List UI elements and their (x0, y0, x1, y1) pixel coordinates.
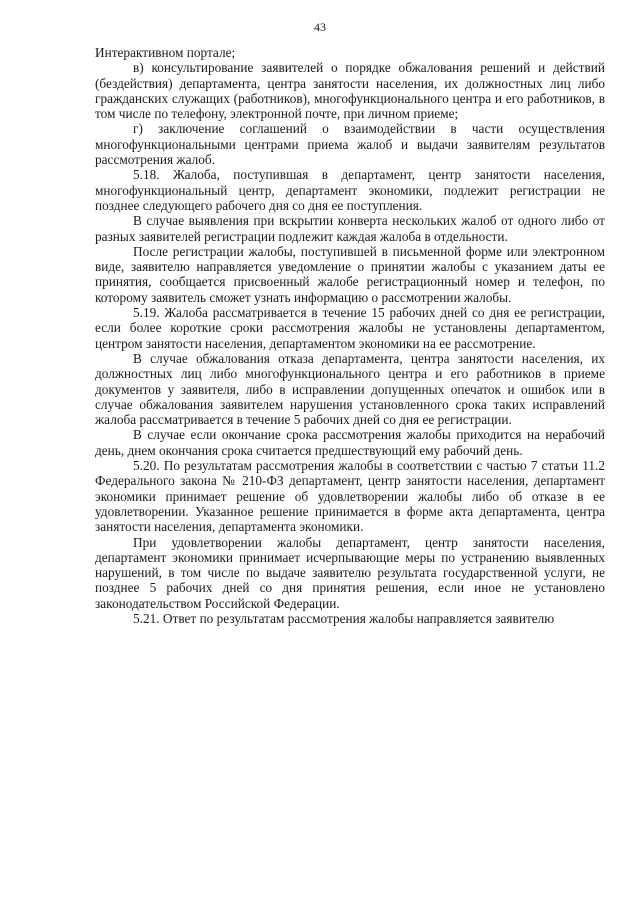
paragraph-satisfaction: При удовлетворении жалобы департамент, центр занятости населения, департамент экономики принимает исчерпывающие меры по устранению выявленных нарушений, в том числе по выдаче заявителю результата государственной услуги, не позднее 5 рабочих дней со дня принятия решения, если иное не установлено законодательством Российской Федерации. (95, 534, 605, 611)
paragraph-item-g: г) заключение соглашений о взаимодействии в части осуществления многофункциональными центрами приема жалоб и выдачи заявителям результатов рассмотрения жалоб. (95, 121, 605, 168)
paragraph-continuation: Интерактивном портале; (95, 45, 236, 60)
paragraph-multiple-complaints: В случае выявления при вскрытии конверта нескольких жалоб от одного либо от разных заявителей регистрации подлежит каждая жалоба в отдельности. (95, 213, 605, 244)
paragraph-5-19: 5.19. Жалоба рассматривается в течение 15 рабочих дней со дня ее регистрации, если более короткие сроки рассмотрения жалобы не установлены департаментом, центром занятости населения, департаментом экономики на ее рассмотрение. (95, 305, 605, 351)
paragraph-item-v: в) консультирование заявителей о порядке обжалования решений и действий (бездействия) департамента, центра занятости населения, их должностных лиц либо гражданских служащих (работников), многофункционального центра и его работников, в том числе по телефону, электронной почте, при личном приеме; (95, 60, 605, 122)
paragraph-5-18: 5.18. Жалоба, поступившая в департамент, центр занятости населения, многофункциональный центр, департамент экономики, подлежит регистрации не позднее следующего рабочего дня со дня ее поступления. (95, 167, 605, 213)
paragraph-after-registration: После регистрации жалобы, поступившей в письменной форме или электронном виде, заявителю направляется уведомление о принятии жалобы с указанием даты ее принятия, сообщается присвоенный жалобе регистрационный номер и телефон, по которому заявитель сможет узнать информацию о рассмотрении жалобы. (95, 243, 605, 305)
paragraph-5-20: 5.20. По результатам рассмотрения жалобы в соответствии с частью 7 статьи 11.2 Федерального закона № 210-ФЗ департамент, центр занятости населения, департамент экономики принимает решение об удовлетворении жалобы либо об отказе в ее удовлетворении. Указанное решение принимается в форме акта департамента, центра занятости населения, департамента экономики. (95, 458, 605, 535)
page-number: 43 (314, 20, 326, 34)
paragraph-nonworking-day: В случае если окончание срока рассмотрения жалобы приходится на нерабочий день, днем окончания срока считается предшествующий ему рабочий день. (95, 427, 605, 458)
document-body (95, 45, 605, 626)
paragraph-5-21: 5.21. Ответ по результатам рассмотрения жалобы направляется заявителю (133, 610, 555, 626)
paragraph-refusal-appeal: В случае обжалования отказа департамента, центра занятости населения, их должностных лиц либо многофункционального центра и его работников в приеме документов у заявителя, либо в исправлении допущенных опечаток и ошибок или в случае обжалования заявителем нарушения установленного срока таких исправлений жалоба рассматривается в течение 5 рабочих дней со дня ее регистрации. (95, 350, 605, 428)
